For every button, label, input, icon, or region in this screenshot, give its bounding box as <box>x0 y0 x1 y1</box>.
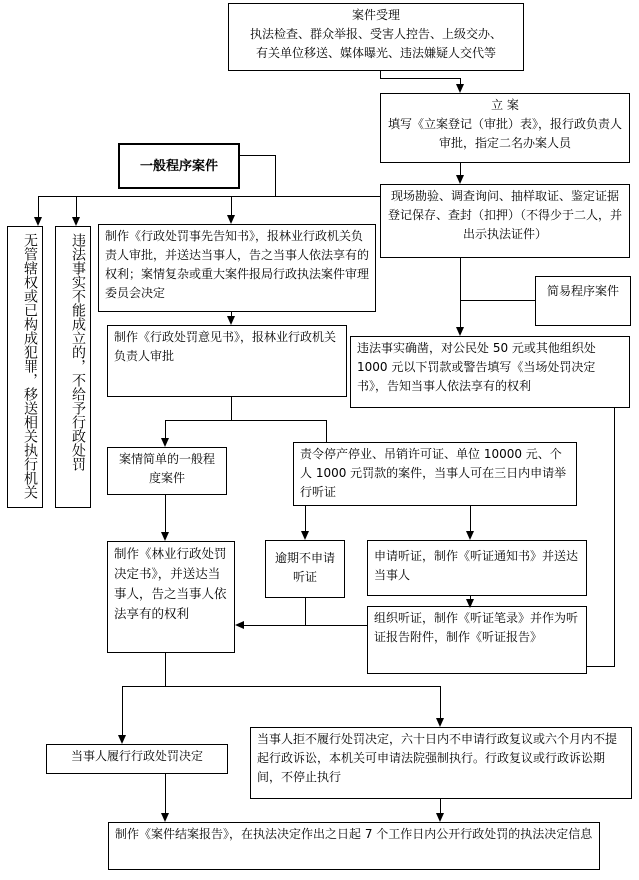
connector <box>440 686 441 718</box>
connector <box>305 598 306 626</box>
arrow <box>456 175 464 184</box>
hearing-record-box: 组织听证，制作《听证笔录》并作为听证报告附件，制作《听证报告》 <box>367 606 587 674</box>
connector <box>460 300 535 301</box>
connector <box>326 420 327 442</box>
arrow <box>456 327 464 336</box>
case-filing-box <box>380 93 630 163</box>
hearing-request-box: 申请听证，制作《听证通知书》并送达当事人 <box>367 540 587 596</box>
connector <box>440 799 441 813</box>
case-filing-title: 立 案 <box>491 98 519 112</box>
arrow <box>34 217 42 226</box>
simple-procedure-label: 简易程序案件 <box>535 276 631 326</box>
investigation-box: 现场勘验、调查询问、抽样取证、鉴定证据登记保存、查封（扣押）（不得少于二人，并出示执法证件） <box>380 184 630 258</box>
connector <box>231 397 232 421</box>
connector <box>275 155 276 196</box>
arrow <box>436 718 444 727</box>
connector <box>122 686 123 735</box>
connector <box>165 774 166 813</box>
arrow <box>161 813 169 822</box>
connector <box>165 495 166 532</box>
arrow <box>227 215 235 224</box>
arrow <box>235 621 244 629</box>
penalty-decision-box: 制作《林业行政处罚决定书》，并送达当事人，告之当事人依法享有的权利 <box>107 541 235 653</box>
simple-general-case-box: 案情简单的一般程度案件 <box>107 447 227 495</box>
overdue-no-hearing-box: 逾期不申请听证 <box>265 540 345 598</box>
arrow <box>436 813 444 822</box>
on-site-decision-box: 违法事实确凿，对公民处 50 元或其他组织处 1000 元以下罚款或警告填写《当场处罚决定书》，告知当事人依法享有的权利 <box>350 336 630 408</box>
case-acceptance-sources-line2: 有关单位移送、媒体曝光、违法嫌疑人交代等 <box>255 46 496 60</box>
connector <box>165 420 327 421</box>
arrow <box>456 84 464 93</box>
connector <box>38 196 39 217</box>
case-acceptance-box <box>228 3 524 71</box>
hearing-eligible-box: 责令停产停业、吊销许可证、单位 10000 元、个人 1000 元罚款的案件，当事人可在三日内申请举行听证 <box>293 442 577 506</box>
connector <box>470 506 471 531</box>
closing-report-box: 制作《案件结案报告》，在执法决定作出之日起 7 个工作日内公开行政处罚的执法决定信息 <box>108 822 600 870</box>
prior-notice-box: 制作《行政处罚事先告知书》，报林业行政机关负责人审批，并送达当事人，告之当事人依法享有的权利；案情复杂或重大案件报局行政执法案件审理委员会决定 <box>98 224 376 312</box>
connector <box>165 653 166 686</box>
arrow <box>466 531 474 540</box>
refuse-box: 当事人拒不履行处罚决定，六十日内不申请行政复议或六个月内不提起行政诉讼，本机关可申请法院强制执行。行政复议或行政诉讼期间，不停止执行 <box>250 727 632 799</box>
general-procedure-label: 一般程序案件 <box>118 143 240 189</box>
arrow <box>466 599 474 608</box>
case-acceptance-sources-line1: 执法检查、群众举报、受害人控告、上级交办、 <box>249 27 502 41</box>
arrow <box>161 532 169 541</box>
arrow <box>301 531 309 540</box>
penalty-opinion-box: 制作《行政处罚意见书》，报林业行政机关负责人审批 <box>107 325 347 397</box>
case-filing-text: 填写《立案登记（审批）表》，报行政负责人审批，指定二名办案人员 <box>387 117 622 150</box>
arrow <box>118 735 126 744</box>
connector <box>231 196 232 215</box>
transfer-box: 无管辖权或已构成犯罪，移送相关执行机关 <box>7 226 43 508</box>
arrow <box>72 217 80 226</box>
connector <box>38 196 276 197</box>
connector <box>122 686 440 687</box>
connector <box>76 196 77 217</box>
connector <box>275 196 380 197</box>
arrow <box>227 316 235 325</box>
connector <box>240 155 275 156</box>
arrow <box>161 438 169 447</box>
comply-box: 当事人履行行政处罚决定 <box>46 744 228 774</box>
connector <box>165 420 166 438</box>
no-penalty-box: 违法事实不能成立的，不给予行政处罚 <box>55 226 91 508</box>
connector <box>380 78 460 79</box>
connector <box>305 506 306 531</box>
connector <box>460 163 461 175</box>
connector <box>244 625 367 626</box>
connector <box>460 258 461 327</box>
connector <box>587 666 615 667</box>
case-acceptance-title: 案件受理 <box>351 8 400 22</box>
connector <box>614 408 615 666</box>
